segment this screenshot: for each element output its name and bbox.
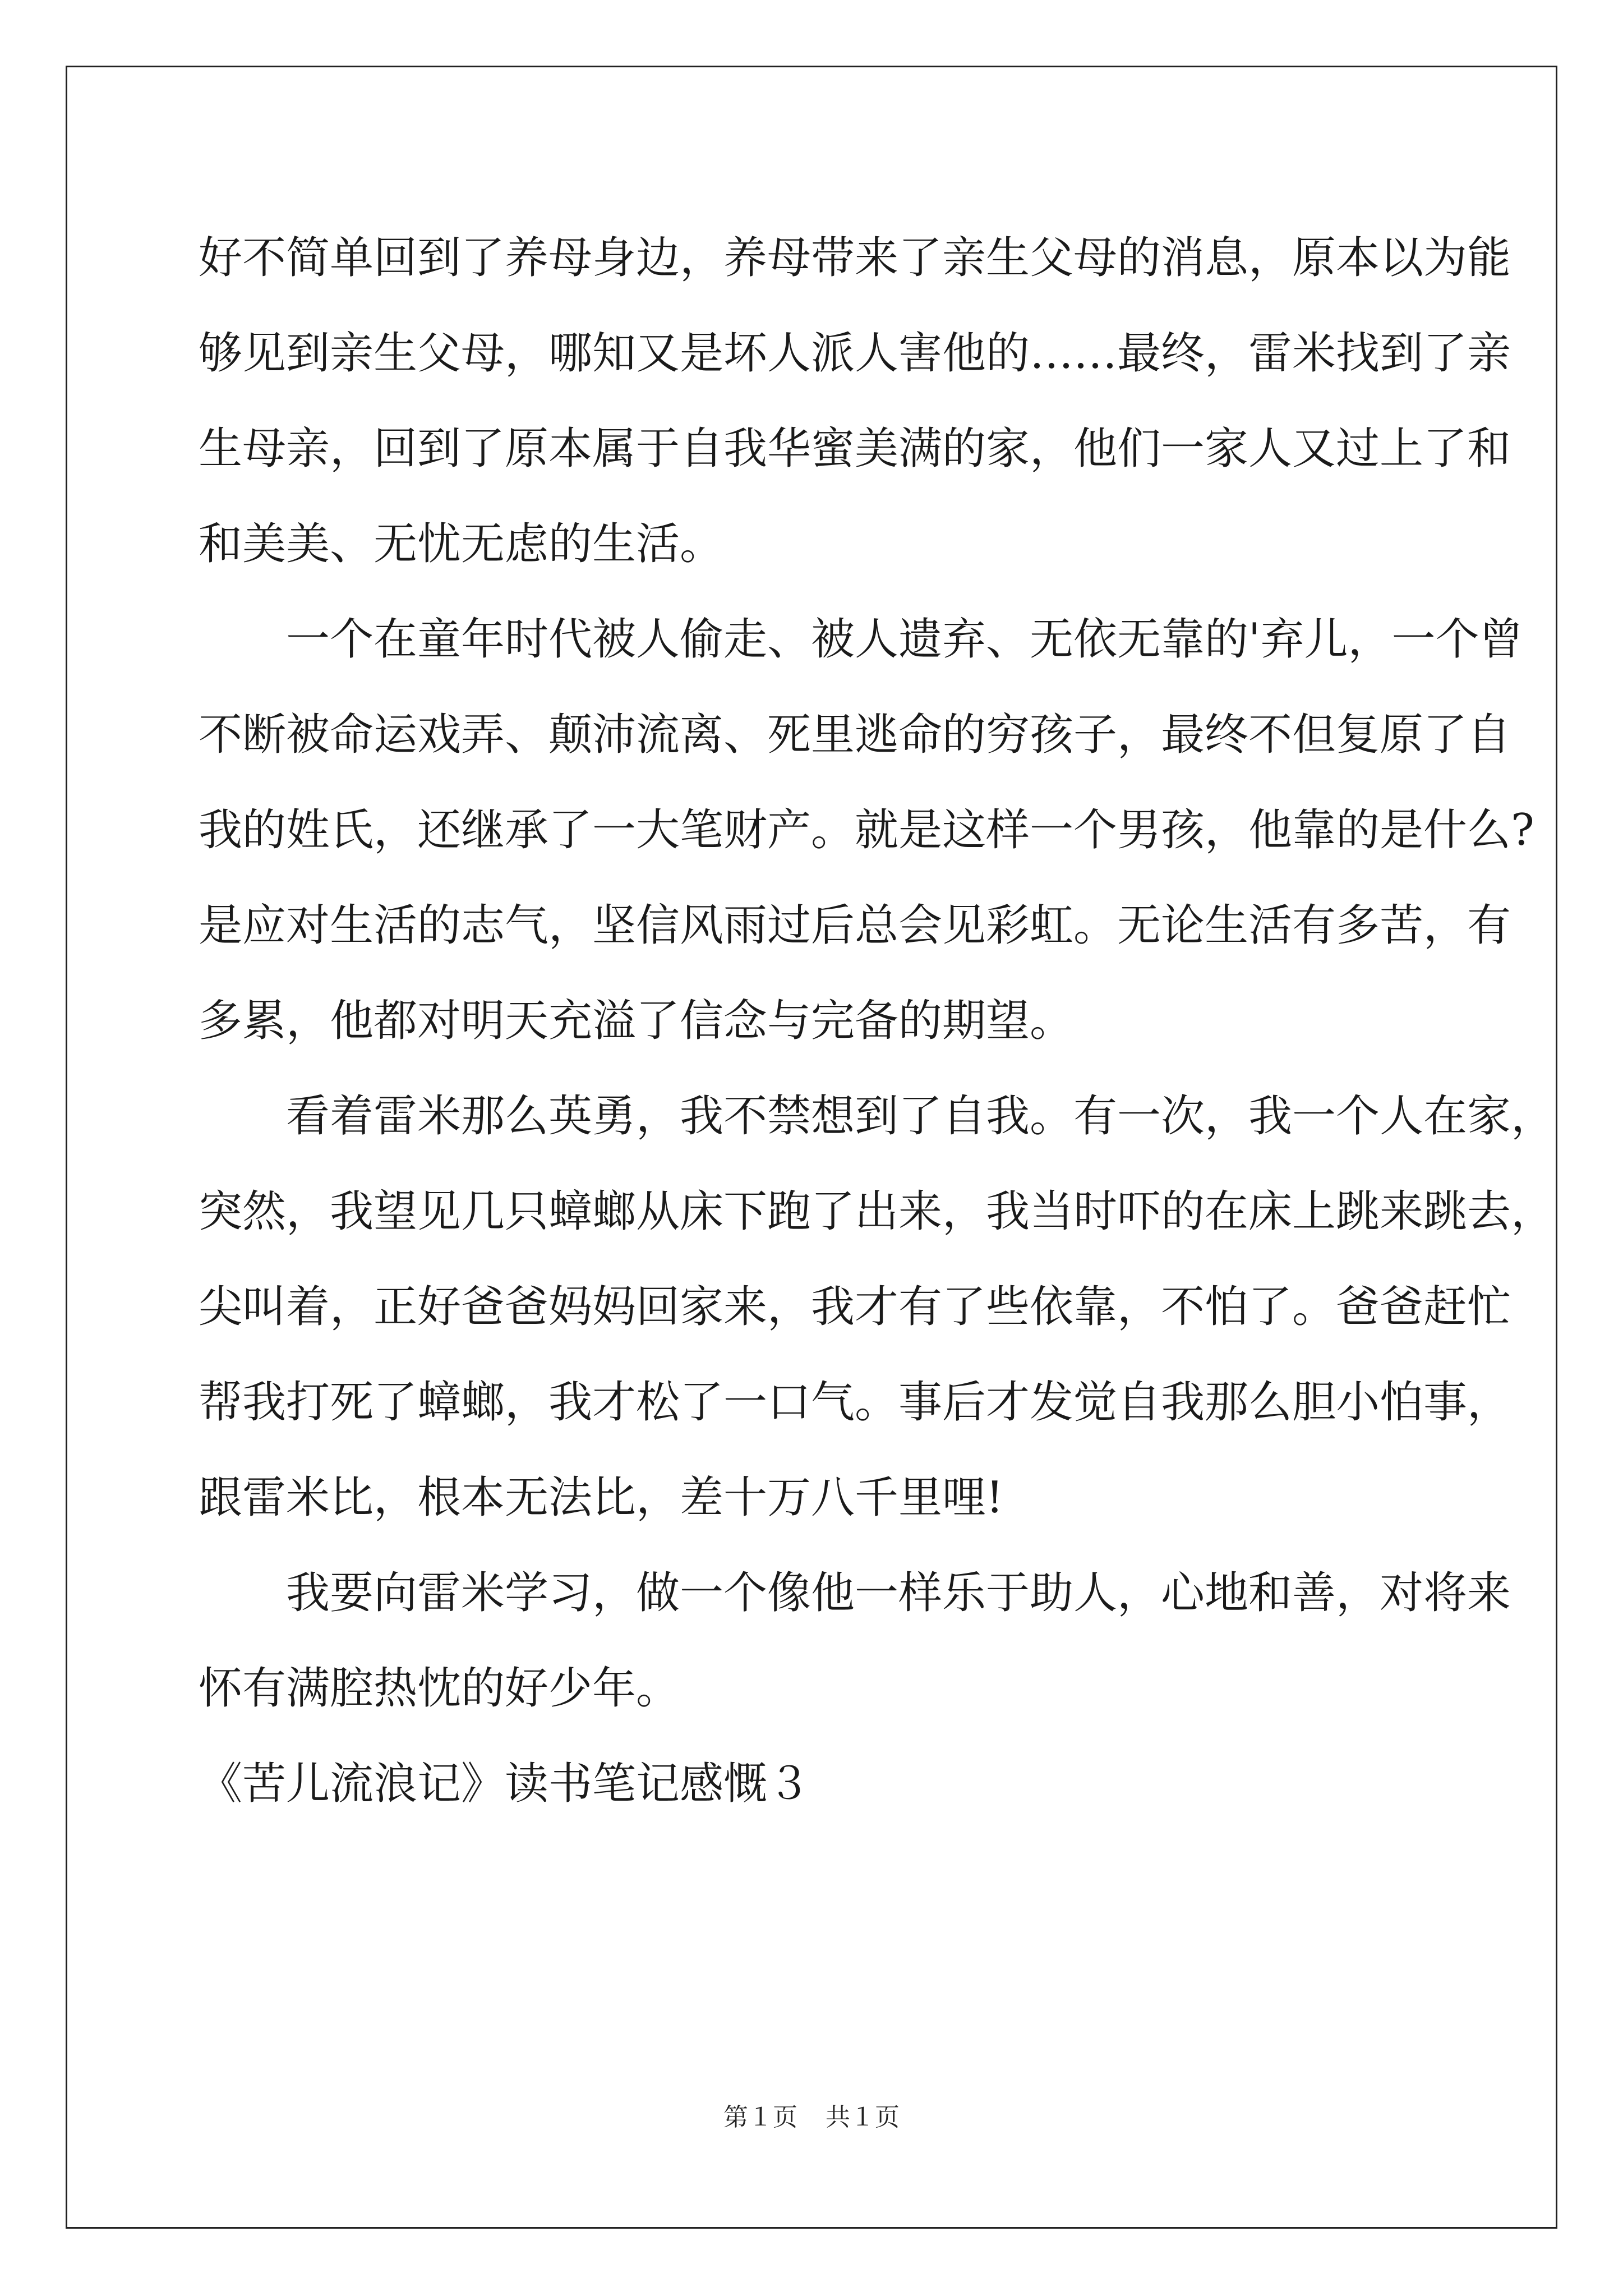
text-line: 突然，我望见几只蟑螂从床下跑了出来，我当时吓的在床上跳来跳去， [199, 1186, 1555, 1237]
text-line: 生母亲，回到了原本属于自我华蜜美满的家，他们一家人又过上了和 [199, 424, 1511, 474]
text-line: 怀有满腔热忱的好少年。 [199, 1663, 680, 1714]
text-line: 跟雷米比，根本无法比，差十万八千里哩! [199, 1473, 1004, 1523]
text-line: 多累，他都对明天充溢了信念与完备的期望。 [199, 996, 1074, 1046]
text-line: 够见到亲生父母，哪知又是坏人派人害他的……最终，雷米找到了亲 [199, 328, 1511, 379]
page-footer [0, 2097, 1623, 2133]
page-total: 共１页 [826, 2103, 900, 2132]
paragraph-start-line: 看着雷米那么英勇，我不禁想到了自我。有一次，我一个人在家， [286, 1091, 1555, 1142]
document-body [199, 210, 1555, 1832]
text-line: 我的姓氏，还继承了一大笔财产。就是这样一个男孩，他靠的是什么? [199, 805, 1534, 855]
section-heading: 《苦儿流浪记》读书笔记感慨３ [199, 1759, 811, 1809]
paragraph-start-line: 我要向雷米学习，做一个像他一样乐于助人，心地和善，对将来 [286, 1568, 1511, 1618]
paragraph-start-line: 一个在童年时代被人偷走、被人遗弃、无依无靠的'弃儿，一个曾 [286, 614, 1523, 665]
text-line: 和美美、无忧无虑的生活。 [199, 519, 724, 569]
text-line: 帮我打死了蟑螂，我才松了一口气。事后才发觉自我那么胆小怕事， [199, 1377, 1511, 1428]
page-number: 第１页 [723, 2103, 797, 2132]
text-line: 是应对生活的志气，坚信风雨过后总会见彩虹。无论生活有多苦，有 [199, 900, 1511, 951]
text-line: 好不简单回到了养母身边，养母带来了亲生父母的消息，原本以为能 [199, 233, 1511, 283]
text-line: 尖叫着，正好爸爸妈妈回家来，我才有了些依靠，不怕了。爸爸赶忙 [199, 1282, 1511, 1332]
text-line: 不断被命运戏弄、颠沛流离、死里逃命的穷孩子，最终不但复原了自 [199, 710, 1511, 760]
